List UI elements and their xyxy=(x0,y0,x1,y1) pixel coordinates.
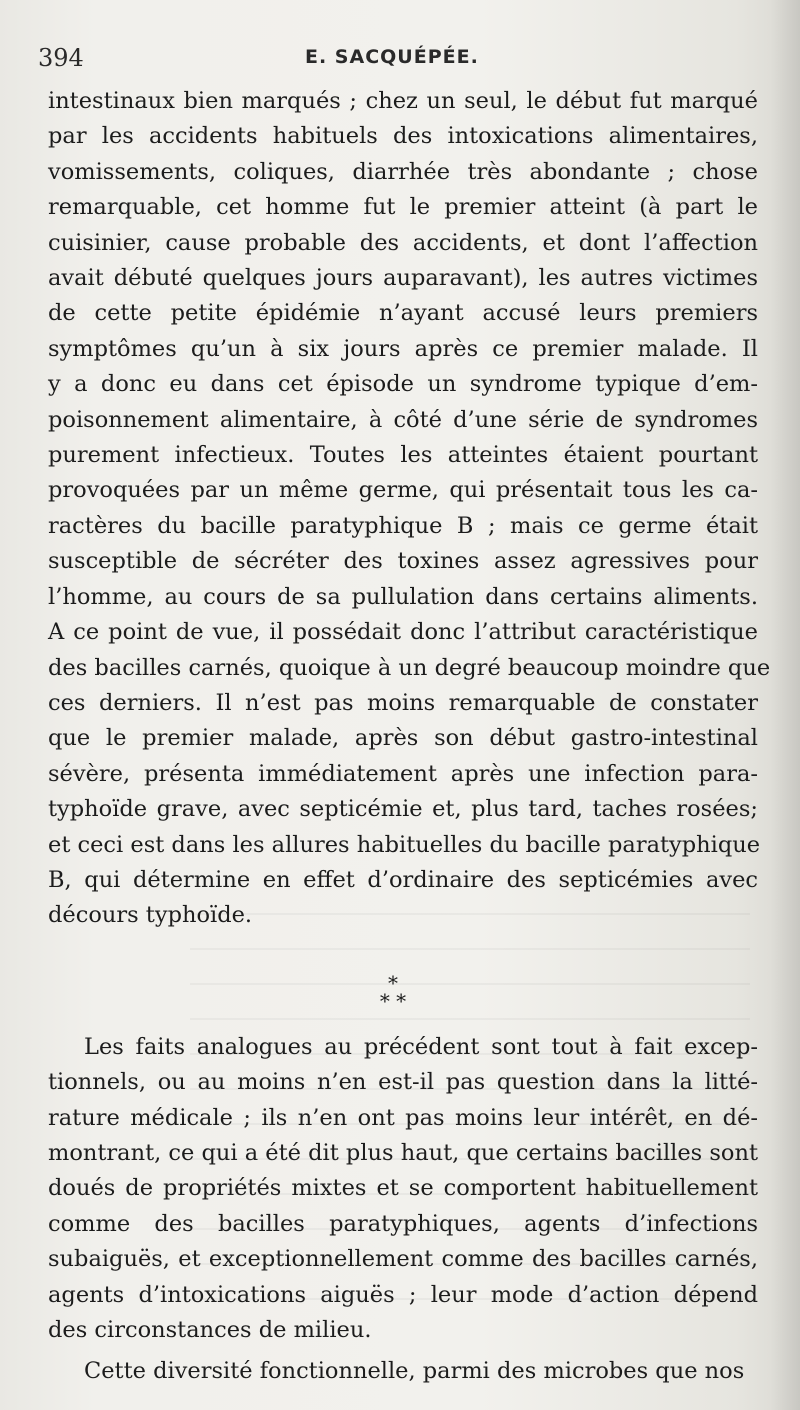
paragraph xyxy=(48,84,771,934)
text-line: et ceci est dans les allures habituelles du bacille paratyphique xyxy=(48,831,761,858)
text-line: agents d’intoxications aiguës ; leur mode d’action dépend xyxy=(48,1281,758,1308)
text-line: que le premier malade, après son début gastro-intestinal xyxy=(48,725,758,752)
text-line: purement infectieux. Toutes les atteintes étaient pourtant xyxy=(48,442,758,469)
paragraph xyxy=(48,1354,758,1389)
text-line: avait débuté quelques jours auparavant), les autres victimes xyxy=(48,265,758,292)
text-line: remarquable, cet homme fut le premier atteint (à part le xyxy=(48,194,758,221)
asterism-separator xyxy=(38,970,748,1013)
text-line: A ce point de vue, il possédait donc l’attribut caractéristique xyxy=(48,619,758,646)
text-line: vomissements, coliques, diarrhée très abondante ; chose xyxy=(48,158,758,185)
text-line: par les accidents habituels des intoxications alimentaires, xyxy=(48,123,758,150)
text-line: B, qui détermine en effet d’ordinaire des septicémies avec xyxy=(48,866,758,893)
text-line: rature médicale ; ils n’en ont pas moins leur intérêt, en dé- xyxy=(48,1104,758,1131)
paragraph xyxy=(48,1030,758,1349)
text-line: cuisinier, cause probable des accidents, et dont l’affection xyxy=(48,229,758,256)
text-line: provoquées par un même germe, qui présentait tous les ca- xyxy=(48,477,758,504)
text-line: ces derniers. Il n’est pas moins remarquable de constater xyxy=(48,689,758,716)
text-line: susceptible de sécréter des toxines assez agressives pour xyxy=(48,548,758,575)
text-line: intestinaux bien marqués ; chez un seul, le début fut marqué xyxy=(48,88,758,114)
text-line: de cette petite épidémie n’ayant accusé leurs premiers xyxy=(48,300,758,327)
body-text xyxy=(48,84,771,1390)
text-line: typhoïde grave, avec septicémie et, plus tard, taches rosées; xyxy=(48,796,758,823)
text-line: symptômes qu’un à six jours après ce premier malade. Il xyxy=(48,335,758,362)
text-line: Les faits analogues au précédent sont tout à fait excep- xyxy=(84,1033,758,1060)
text-line: doués de propriétés mixtes et se comportent habituellement xyxy=(48,1175,758,1202)
text-line: subaiguës, et exceptionnellement comme des bacilles carnés, xyxy=(48,1246,758,1273)
text-line: décours typhoïde. xyxy=(48,902,253,929)
text-line: sévère, présenta immédiatement après une infection para- xyxy=(48,760,758,787)
asterism-bottom: * * xyxy=(379,988,407,1013)
page-header xyxy=(0,40,800,80)
text-line: des circonstances de milieu. xyxy=(48,1317,372,1343)
text-line: tionnels, ou au moins n’en est-il pas question dans la litté- xyxy=(48,1069,758,1096)
text-line: montrant, ce qui a été dit plus haut, que certains bacilles sont xyxy=(48,1139,758,1166)
text-line: poisonnement alimentaire, à côté d’une série de syndromes xyxy=(48,406,758,433)
page-edge-shadow xyxy=(770,0,800,1410)
text-line: ractères du bacille paratyphique B ; mais ce germe était xyxy=(48,512,758,539)
page-number: 394 xyxy=(38,44,84,72)
text-line: l’homme, au cours de sa pullulation dans certains aliments. xyxy=(48,583,758,610)
running-head: E. SACQUÉPÉE. xyxy=(305,46,479,68)
text-line: Cette diversité fonctionnelle, parmi des microbes que nos xyxy=(84,1358,745,1385)
text-line: comme des bacilles paratyphiques, agents d’infections xyxy=(48,1210,758,1237)
asterism-top: * xyxy=(388,970,398,995)
text-line: y a donc eu dans cet épisode un syndrome typique d’em- xyxy=(48,371,758,398)
text-line: des bacilles carnés, quoique à un degré beaucoup moindre que xyxy=(48,654,771,681)
